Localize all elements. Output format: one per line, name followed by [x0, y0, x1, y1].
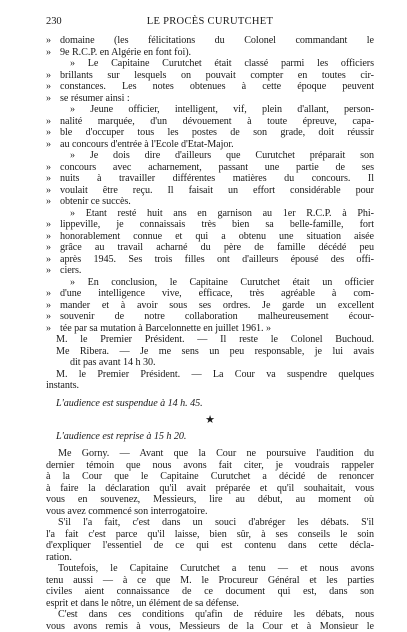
paragraph-line: ration.	[46, 552, 374, 564]
quote-marker: »	[46, 93, 60, 105]
quote-marker: »	[46, 162, 60, 174]
paragraph-line: à faire la déclaration qu'il avait préparée et qu'il souhaitait, vous	[46, 483, 374, 495]
quote-line	[46, 116, 374, 128]
paragraph-line: dernier témoin que nous avons fait citer, je voudrais rappeler	[46, 460, 374, 472]
quote-line	[46, 208, 374, 220]
resumed-notice: L'audience est reprise à 15 h 20.	[46, 431, 374, 443]
quote-line	[46, 127, 374, 139]
running-title: LE PROCÈS CURUTCHET	[46, 16, 374, 28]
page-number: 230	[46, 16, 62, 28]
paragraph-4	[46, 609, 374, 632]
dialog-ribera-1: Me Ribera. — Je me sens un peu responsable, je lui avais	[46, 346, 374, 358]
quote-marker	[46, 104, 60, 116]
paragraph-line: civiles aient connaissance de ce document qui est, dans son	[46, 586, 374, 598]
quote-line	[46, 162, 374, 174]
quote-marker: »	[46, 35, 60, 47]
dialog-ribera-2: dit pas avant 14 h 30.	[46, 357, 374, 369]
quote-text: après 1945. Ses trois filles ont d'ailleurs épousé des offi-	[60, 254, 374, 266]
quote-marker: »	[46, 288, 60, 300]
quote-line	[46, 58, 374, 70]
paragraph-line: vous en souvenez, Messieurs, lire au début, au moment où	[46, 494, 374, 506]
quote-marker: »	[46, 323, 60, 335]
quote-text: au concours d'entrée à l'Ecole d'Etat-Major.	[60, 139, 374, 151]
paragraph-line: à la Cour que le Capitaine Curutchet a décidé de renoncer	[46, 471, 374, 483]
quote-line	[46, 47, 374, 59]
dialog-president-1: M. le Premier Président. — Il reste le Colonel Buchoud.	[46, 334, 374, 346]
quote-text: nalité marquée, d'un dévouement à toute épreuve, capa-	[60, 116, 374, 128]
quote-text: nuits à travailler différentes matières du concours. Il	[60, 173, 374, 185]
quote-line	[46, 185, 374, 197]
quote-line	[46, 311, 374, 323]
quote-text: mander et à avoir sous ses ordres. Je garde un excellent	[60, 300, 374, 312]
quote-text: » Etant resté huit ans en garnison au 1er R.C.P. à Phi-	[60, 208, 374, 220]
page-header	[46, 16, 374, 28]
quote-text: souvenir de notre collaboration malheureusement écour-	[60, 311, 374, 323]
quote-line	[46, 288, 374, 300]
quote-line	[46, 265, 374, 277]
quote-marker: »	[46, 311, 60, 323]
paragraph-line: vous avons remis à vous, Messieurs de la Cour et à Monsieur le	[46, 621, 374, 632]
quote-text: » En conclusion, le Capitaine Curutchet était un officier	[60, 277, 374, 289]
quote-line	[46, 139, 374, 151]
quote-line	[46, 81, 374, 93]
quote-marker: »	[46, 81, 60, 93]
paragraph-line: Me Gorny. — Avant que la Cour ne poursuive l'audition du	[46, 448, 374, 460]
quote-marker: »	[46, 231, 60, 243]
paragraph-line: S'il l'a fait, c'est dans un souci d'abréger les débats. S'il	[46, 517, 374, 529]
paragraph-line: esprit et dans le nôtre, un élément de sa défense.	[46, 598, 374, 610]
paragraph-line: d'expliquer l'essentiel de ce qui est contenu dans cette décla-	[46, 540, 374, 552]
quote-marker	[46, 277, 60, 289]
quote-line	[46, 231, 374, 243]
quote-line	[46, 254, 374, 266]
quote-text: » Je dois dire d'ailleurs que Curutchet préparait son	[60, 150, 374, 162]
quote-text: » Jeune officier, intelligent, vif, plein d'allant, person-	[60, 104, 374, 116]
quote-marker: »	[46, 127, 60, 139]
quote-text: lippeville, je connaissais très bien sa belle-famille, fort	[60, 219, 374, 231]
paragraph-2	[46, 517, 374, 563]
quote-marker: »	[46, 265, 60, 277]
quote-marker: »	[46, 47, 60, 59]
quote-marker: »	[46, 219, 60, 231]
quote-marker: »	[46, 70, 60, 82]
quote-text: tée par sa mutation à Barcelonnette en juillet 1961. »	[60, 323, 374, 335]
dialog-president-2a: M. le Premier Président. — La Cour va suspendre quelques	[46, 369, 374, 381]
quote-marker: »	[46, 300, 60, 312]
quote-marker: »	[46, 173, 60, 185]
suspended-notice: L'audience est suspendue à 14 h. 45.	[46, 398, 374, 410]
quote-text: se résumer ainsi :	[60, 93, 374, 105]
quote-line	[46, 277, 374, 289]
quote-marker: »	[46, 196, 60, 208]
quote-marker	[46, 150, 60, 162]
quote-marker: »	[46, 185, 60, 197]
quote-text: constances. Les notes obtenues à cette époque peuvent	[60, 81, 374, 93]
quote-line	[46, 300, 374, 312]
gorny-paragraph	[46, 448, 374, 517]
star-separator: ★	[46, 415, 374, 427]
quote-line	[46, 150, 374, 162]
quote-text: voulait être reçu. Il faisait un effort considérable pour	[60, 185, 374, 197]
paragraph-line: vous avez commencé son interrogatoire.	[46, 506, 374, 518]
quote-text: concours avec acharnement, passant une partie de ses	[60, 162, 374, 174]
quote-line	[46, 104, 374, 116]
quote-marker: »	[46, 116, 60, 128]
testimony-quote	[46, 35, 374, 334]
paragraph-line: Toutefois, le Capitaine Curutchet a tenu — et nous avons	[46, 563, 374, 575]
quote-line	[46, 70, 374, 82]
quote-text: domaine (les félicitations du Colonel commandant le	[60, 35, 374, 47]
quote-marker: »	[46, 242, 60, 254]
quote-line	[46, 93, 374, 105]
quote-line	[46, 242, 374, 254]
paragraph-line: l'a fait c'est parce qu'il laisse, bien sûr, à ses conseils le soin	[46, 529, 374, 541]
quote-text: brillants sur lesquels on pouvait compter en toutes cir-	[60, 70, 374, 82]
quote-text: ciers.	[60, 265, 374, 277]
quote-marker: »	[46, 254, 60, 266]
quote-line	[46, 35, 374, 47]
quote-marker	[46, 58, 60, 70]
paragraph-line: C'est dans ces conditions qu'afin de réduire les débats, nous	[46, 609, 374, 621]
quote-text: 9e R.C.P. en Algérie en font foi).	[60, 47, 374, 59]
quote-line	[46, 323, 374, 335]
quote-text: grâce au travail acharné du père de famille décédé peu	[60, 242, 374, 254]
quote-marker: »	[46, 139, 60, 151]
quote-line	[46, 219, 374, 231]
quote-text: d'une intelligence vive, efficace, très agréable à com-	[60, 288, 374, 300]
dialog-president-2b: instants.	[46, 380, 374, 392]
paragraph-line: tenu aussi — à ce que M. le Procureur Général et les parties	[46, 575, 374, 587]
quote-text: ble d'occuper tous les postes de son grade, doit réussir	[60, 127, 374, 139]
quote-marker	[46, 208, 60, 220]
quote-text: » Le Capitaine Curutchet était classé parmi les officiers	[60, 58, 374, 70]
paragraph-3	[46, 563, 374, 609]
quote-line	[46, 173, 374, 185]
quote-text: obtenir ce succès.	[60, 196, 374, 208]
document-page	[46, 16, 374, 632]
quote-text: honorablement connue et qui a obtenu une situation aisée	[60, 231, 374, 243]
quote-line	[46, 196, 374, 208]
